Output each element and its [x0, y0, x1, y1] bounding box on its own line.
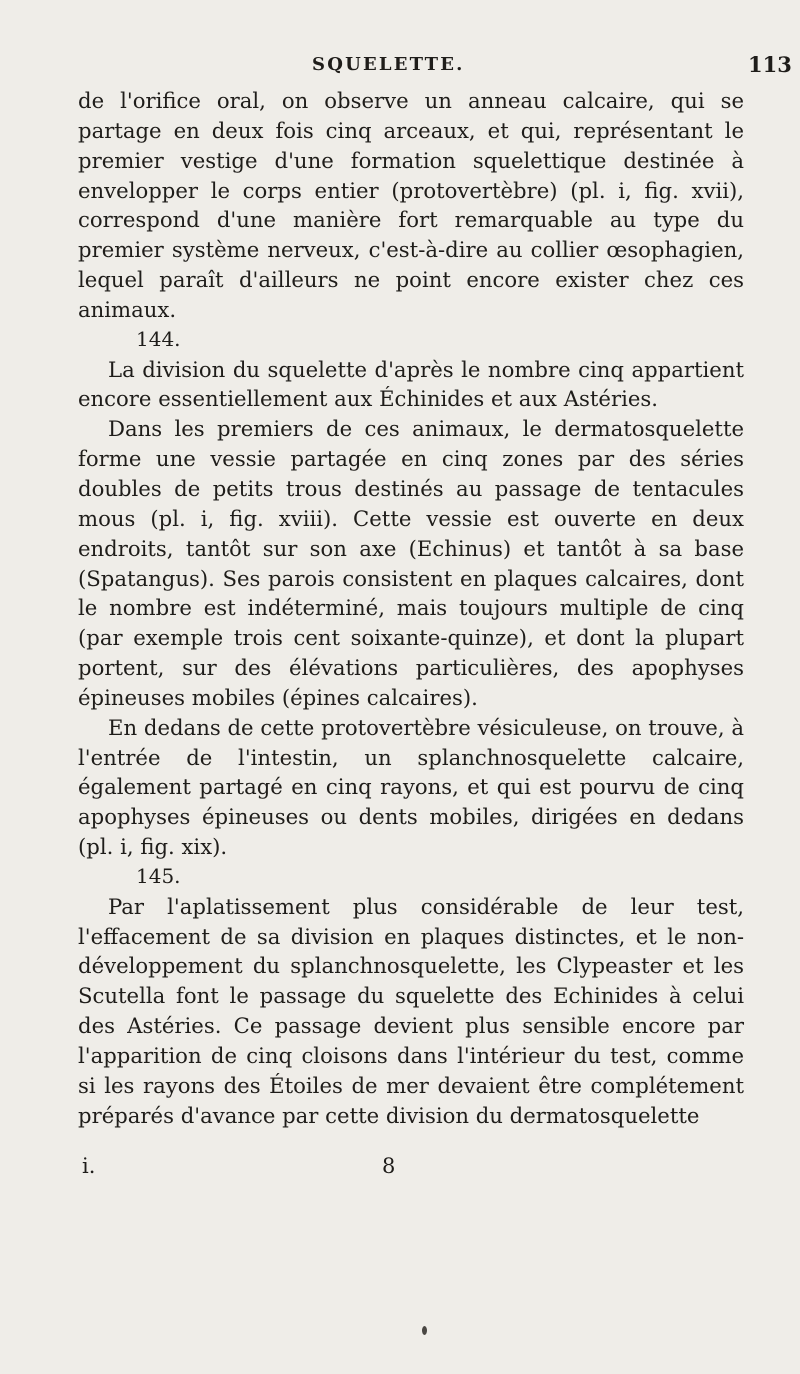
page-number: 113 [748, 52, 792, 77]
paragraph: En dedans de cette protovertèbre vésiculeuse, on trouve, à l'entrée de l'intestin, un splanchnosquelette calcaire, également partagé en cinq rayons, et qui est pourvu de cinq apophyses épineuses ou dents mobiles, dirigées en dedans (pl. i, fig. xix). [78, 714, 744, 860]
paragraph: Dans les premiers de ces animaux, le dermatosquelette forme une vessie partagée en cinq zones par des séries doubles de petits trous destinés au passage de tentacules mous (pl. i, fig. xviii). Cette vessie est ouverte en deux endroits, tantôt sur son axe (Echinus) et tantôt à sa base (Spatangus). Ses parois consistent en plaques calcaires, dont le nombre est indéterminé, mais toujours multiple de cinq (par exemple trois cent soixante-quinze), et dont la plupart portent, sur des élévations particulières, des apophyses épineuses mobiles (épines calcaires). [78, 416, 744, 710]
running-head [0, 54, 800, 82]
gathering-signature: 8 [382, 1154, 396, 1178]
paragraph: Par l'aplatissement plus considérable de leur test, l'effacement de sa division en plaques distinctes, et le non-développement du splanchnosquelette, les Clypeaster et les Scutella font le passage du squelette des Echinides à celui des Astéries. Ce passage devient plus sensible encore par l'apparition de cinq cloisons dans l'intérieur du test, comme si les rayons des Étoiles de mer devaient être complétement préparés d'avance par cette division du dermatosquelette [78, 893, 744, 1128]
paragraph-continuation: de l'orifice oral, on observe un anneau calcaire, qui se partage en deux fois cinq arceaux, et qui, représentant le premier vestige d'une formation squelettique destinée à envelopper le corps entier (protovertèbre) (pl. i, fig. xvii), correspond d'une manière fort remarquable au type du premier système nerveux, c'est-à-dire au collier œsophagien, lequel paraît d'ailleurs ne point encore exister chez ces animaux. [78, 88, 744, 322]
section-number-144: 144. [136, 326, 181, 351]
running-title: SQUELETTE. [312, 54, 465, 75]
paragraph: La division du squelette d'après le nombre cinq appartient encore essentiellement aux Échinides et aux Astéries. [78, 356, 744, 412]
volume-signature: i. [82, 1154, 96, 1178]
page-footer [0, 1154, 800, 1184]
ink-speck [422, 1326, 427, 1335]
body-text [78, 86, 744, 1131]
section-number-145: 145. [136, 863, 181, 888]
